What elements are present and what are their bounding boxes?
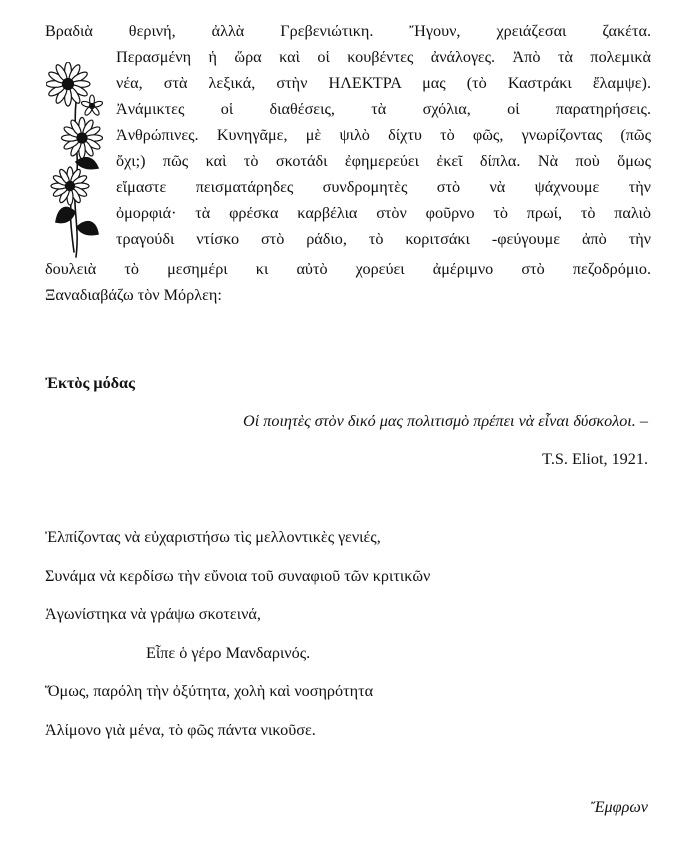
prose-line: ὄχι;) πῶς καὶ τὸ σκοτάδι ἐφημερεύει ἐκεῖ δίπλα. Νὰ ποὺ ὅμως (116, 152, 651, 170)
epigraph-quote: Οἱ ποιητὲς στὸν δικό μας πολιτισμὸ πρέπει νὰ εἶναι δύσκολοι. – (243, 412, 648, 430)
flower-ornament-icon (46, 62, 108, 262)
prose-line: Περασμένη ἡ ὥρα καὶ οἱ κουβέντες ἀνάλογες. Ἀπὸ τὰ πολεμικὰ (116, 48, 651, 66)
prose-line: δουλειὰ τὸ μεσημέρι κι αὐτὸ χορεύει ἀμέριμνο στὸ πεζοδρόμιο. (45, 260, 651, 278)
poem-line: Εἶπε ὁ γέρο Μανδαρινός. (146, 644, 311, 662)
prose-line: Βραδιὰ θερινή, ἀλλὰ Γρεβενιώτικη. Ἤγουν, χρειάζεσαι ζακέτα. (45, 22, 651, 40)
poem-line: Συνάμα νὰ κερδίσω τὴν εὔνοια τοῦ συναφιοῦ τῶν κριτικῶν (45, 567, 431, 585)
prose-line: εἴμαστε πεισματάρηδες συνδρομητὲς στὸ νὰ ψάχνουμε τὴν (116, 178, 651, 196)
poem-line: Ἀλίμονο γιὰ μένα, τὸ φῶς πάντα νικοῦσε. (45, 721, 316, 739)
prose-line: ὀμορφιά· τὰ φρέσκα καρβέλια στὸν φοῦρνο τὸ πρωί, τὸ παλιὸ (116, 204, 651, 222)
prose-line: τραγούδι ντίσκο στὸ ράδιο, τὸ κοριτσάκι -φεύγουμε ἀπὸ τὴν (116, 230, 651, 248)
poem-line: Ἐλπίζοντας νὰ εὐχαριστήσω τὶς μελλοντικὲς γενιές, (45, 528, 381, 546)
prose-line: Ξαναδιαβάζω τὸν Μόρλεη: (45, 286, 222, 304)
prose-line: Ἀνθρώπινες. Κυνηγᾶμε, μὲ ψιλὸ δίχτυ τὸ φῶς, γνωρίζοντας (πῶς (116, 126, 651, 144)
section-heading: Ἐκτὸς μόδας (45, 374, 135, 392)
poem-line: Ἀγωνίστηκα νὰ γράψω σκοτεινά, (45, 605, 261, 623)
prose-line: Ἀνάμικτες οἱ διαθέσεις, τὰ σχόλια, οἱ παρατηρήσεις. (116, 100, 651, 118)
epigraph-author: T.S. Eliot, 1921. (542, 450, 648, 468)
poem-line: Ὅμως, παρόλη τὴν ὀξύτητα, χολὴ καὶ νοσηρότητα (45, 682, 374, 700)
author-signature: Ἔμφρων (590, 798, 648, 816)
prose-line: νέα, στὰ λεξικά, στὴν ΗΛΕΚΤΡΑ μας (τὸ Καστράκι ἔλαμψε). (116, 74, 651, 92)
